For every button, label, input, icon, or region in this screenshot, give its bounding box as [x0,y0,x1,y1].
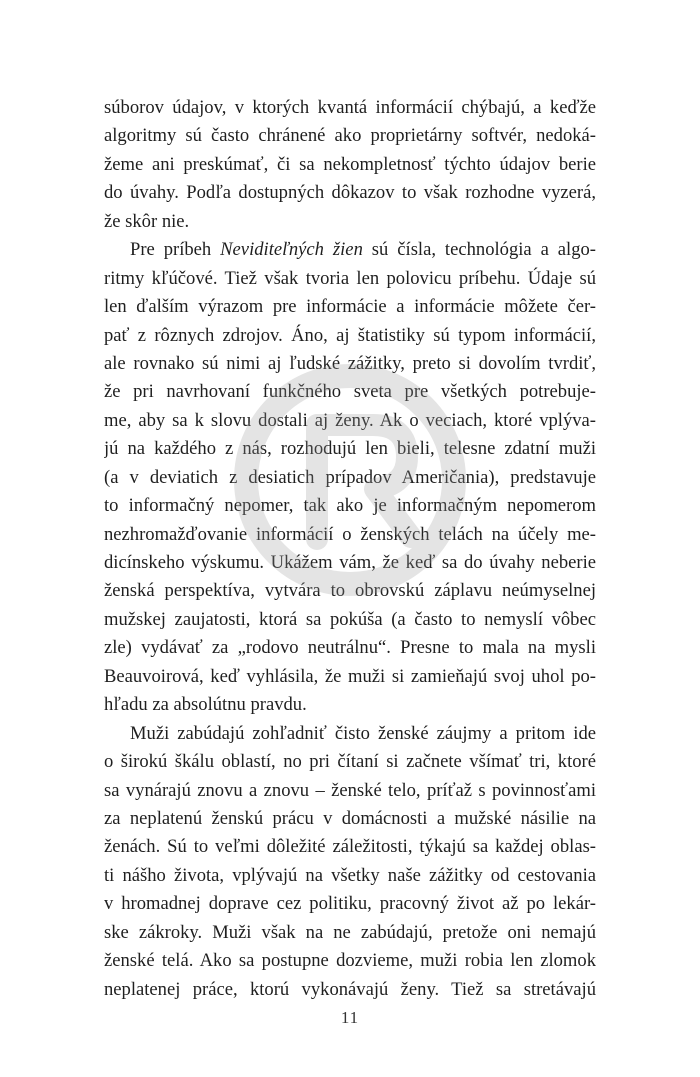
text-line: sa vynárajú znovu a znovu – ženské telo, príťaž s povinnosťami [104,779,596,801]
text-line: me, aby sa k slovu dostali aj ženy. Ak o veciach, ktoré vplýva- [104,409,596,431]
text-line: že pri navrhovaní funkčného sveta pre všetkých potrebuje- [104,381,596,403]
text-line: Beauvoirová, keď vyhlásila, že muži si zamieňajú svoj uhol po- [104,665,596,687]
text-line: do úvahy. Podľa dostupných dôkazov to však rozhodne vyzerá, [104,182,596,204]
text-line: ženské telá. Ako sa postupne dozvieme, muži robia len zlomok [104,950,596,972]
text-line: ale rovnako sú nimi aj ľudské zážitky, preto si dovolím tvrdiť, [104,352,596,374]
text-line: Pre príbeh Neviditeľných žien sú čísla, technológia a algo- [130,239,596,261]
text-line: zle) vydávať za „rodovo neutrálnu“. Presne to mala na mysli [104,637,596,659]
paragraph-2 [104,236,596,719]
text-line: ske zákroky. Muži však na ne zabúdajú, pretože oni nemajú [104,921,596,943]
text-line: len ďalším výrazom pre informácie a informácie môžete čer- [104,296,596,318]
text-line: (a v deviatich z desiatich prípadov Američania), predstavuje [104,466,596,488]
text-line: žeme ani preskúmať, či sa nekompletnosť týchto údajov berie [104,153,596,175]
text-line: pať z rôznych zdrojov. Áno, aj štatistiky sú typom informácií, [104,324,596,346]
paragraph-3 [104,720,596,1004]
text-line: algoritmy sú často chránené ako proprietárny softvér, nedoká- [104,125,596,147]
paragraph-1 [104,94,596,236]
text-line: ženách. Sú to veľmi dôležité záležitosti, týkajú sa každej oblas- [104,836,596,858]
text-line: mužskej zaujatosti, ktorá sa pokúša (a často to nemyslí vôbec [104,608,596,630]
page-body [104,94,596,1004]
text-line: nezhromažďovanie informácií o ženských telách na účely me- [104,523,596,545]
text-line: dicínskeho výskumu. Ukážem vám, že keď sa do úvahy neberie [104,552,596,573]
text-line: Muži zabúdajú zohľadniť čisto ženské záujmy a pritom ide [130,722,596,744]
text-line: ti nášho života, vplývajú na všetky naše zážitky od cestovania [104,864,596,886]
italic-book-title: Neviditeľných žien [220,239,363,261]
text-line: to informačný nepomer, tak ako je informačným nepomerom [104,495,596,517]
text-line: ženská perspektíva, vytvára to obrovskú záplavu neúmyselnej [104,580,596,602]
text-line: za neplatenú ženskú prácu v domácnosti a mužské násilie na [104,807,596,829]
text-line: neplatenej práce, ktorú vykonávajú ženy. Tiež sa stretávajú [104,978,596,1000]
text-line: jú na každého z nás, rozhodujú len bieli, telesne zdatní muži [104,438,596,460]
text-line: hľadu za absolútnu pravdu. [104,694,307,716]
text-line: súborov údajov, v ktorých kvantá informácií chýbajú, a keďže [104,97,596,118]
text-line: že skôr nie. [104,210,190,232]
page-number: 11 [340,1008,360,1027]
text-line: v hromadnej doprave cez politiku, pracovný život až po lekár- [104,893,596,915]
text-line: ritmy kľúčové. Tiež však tvoria len polovicu príbehu. Údaje sú [104,267,596,289]
text-line: o širokú škálu oblastí, no pri čítaní si začnete všímať tri, ktoré [104,751,596,773]
